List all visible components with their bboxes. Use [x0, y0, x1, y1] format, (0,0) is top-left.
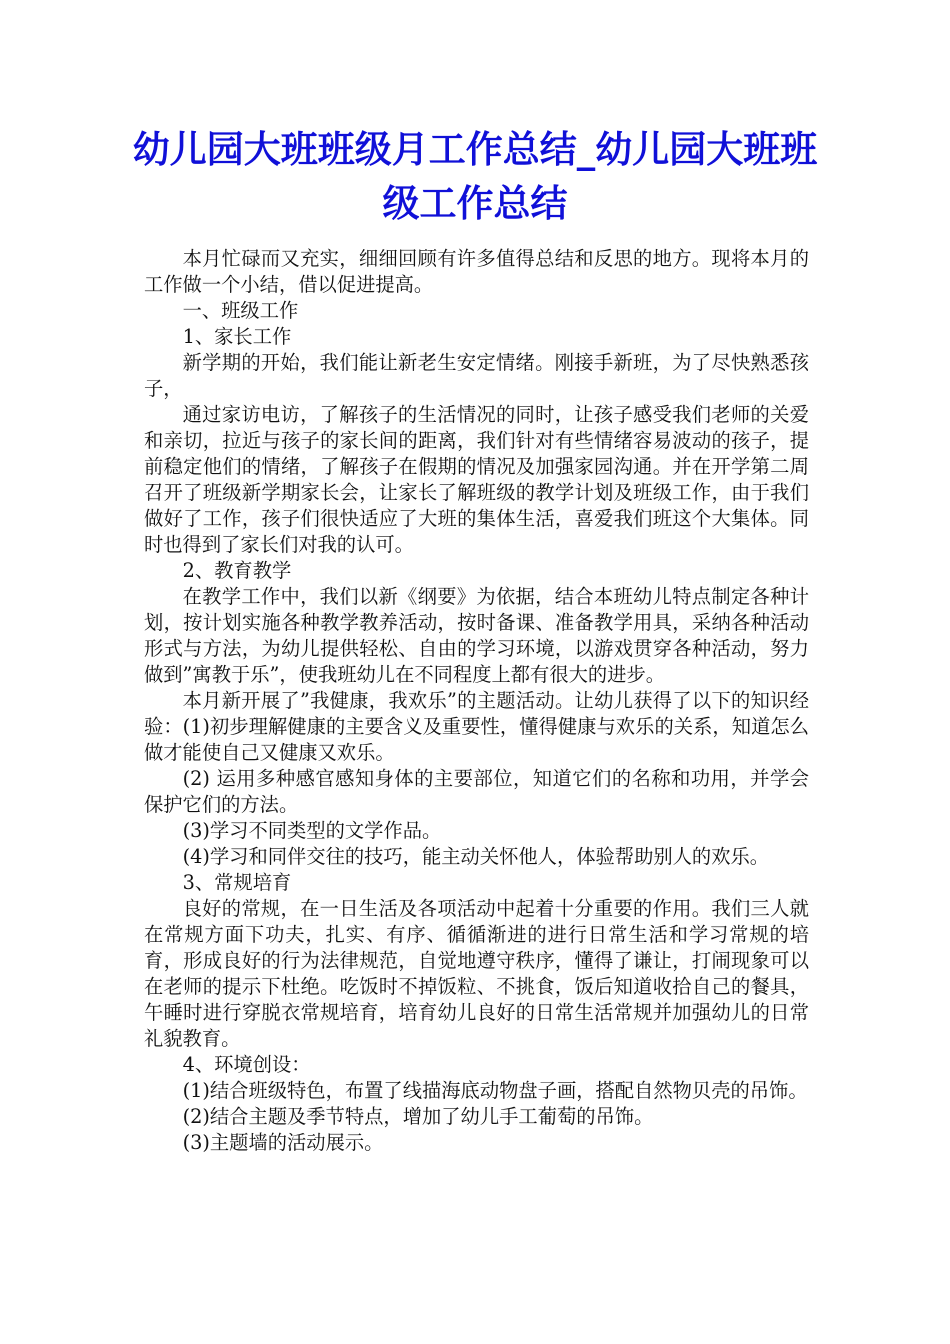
paragraph-item-3: (3)学习不同类型的文学作品。 — [182, 819, 442, 842]
paragraph-new-term: 新学期的开始，我们能让新老生安定情绪。刚接手新班，为了尽快熟悉孩子， — [144, 351, 809, 400]
paragraph-intro: 本月忙碌而又充实，细细回顾有许多值得总结和反思的地方。现将本月的工作做一个小结，借以促进提高。 — [144, 247, 809, 296]
document-body — [144, 246, 809, 1156]
heading-class-work: 一、班级工作 — [182, 299, 299, 322]
document-title: 幼儿园大班班级月工作总结_幼儿园大班班级工作总结 — [132, 127, 818, 225]
heading-parent-work: 1、家长工作 — [182, 325, 292, 348]
paragraph-item-2: (2) 运用多种感官感知身体的主要部位，知道它们的名称和功用，并学会保护它们的方法。 — [144, 767, 809, 816]
heading-environment: 4、环境创设： — [182, 1053, 311, 1076]
paragraph-env-2: (2)结合主题及季节特点，增加了幼儿手工葡萄的吊饰。 — [182, 1105, 654, 1128]
paragraph-env-3: (3)主题墙的活动展示。 — [182, 1131, 384, 1154]
paragraph-health-theme: 本月新开展了”我健康，我欢乐”的主题活动。让幼儿获得了以下的知识经验：(1)初步理解健康的主要含义及重要性，懂得健康与欢乐的关系，知道怎么做才能使自己又健康又欢乐。 — [144, 689, 809, 764]
heading-teaching: 2、教育教学 — [182, 559, 292, 582]
heading-routine: 3、常规培育 — [182, 871, 292, 894]
paragraph-teaching: 在教学工作中，我们以新《纲要》为依据，结合本班幼儿特点制定各种计划，按计划实施各种教学教养活动，按时备课、准备教学用具，采纳各种活动形式与方法，为幼儿提供轻松、自由的学习环境，以游戏贯穿各种活动，努力做到”寓教于乐”，使我班幼儿在不同程度上都有很大的进步。 — [144, 585, 809, 686]
paragraph-env-1: (1)结合班级特色，布置了线描海底动物盘子画，搭配自然物贝壳的吊饰。 — [182, 1079, 808, 1102]
paragraph-home-visits: 通过家访电访，了解孩子的生活情况的同时，让孩子感受我们老师的关爱和亲切，拉近与孩子的家长间的距离，我们针对有些情绪容易波动的孩子，提前稳定他们的情绪，了解孩子在假期的情况及加强家园沟通。并在开学第二周召开了班级新学期家长会，让家长了解班级的教学计划及班级工作，由于我们做好了工作，孩子们很快适应了大班的集体生活，喜爱我们班这个大集体。同时也得到了家长们对我的认可。 — [144, 403, 809, 556]
paragraph-routine: 良好的常规，在一日生活及各项活动中起着十分重要的作用。我们三人就在常规方面下功夫，扎实、有序、循循渐进的进行日常生活和学习常规的培育，形成良好的行为法律规范，自觉地遵守秩序，懂得了谦让，打闹现象可以在老师的提示下杜绝。吃饭时不掉饭粒、不挑食，饭后知道收拾自己的餐具，午睡时进行穿脱衣常规培育，培育幼儿良好的日常生活常规并加强幼儿的日常礼貌教育。 — [144, 897, 809, 1050]
paragraph-item-4: (4)学习和同伴交往的技巧，能主动关怀他人，体验帮助别人的欢乐。 — [182, 845, 770, 868]
